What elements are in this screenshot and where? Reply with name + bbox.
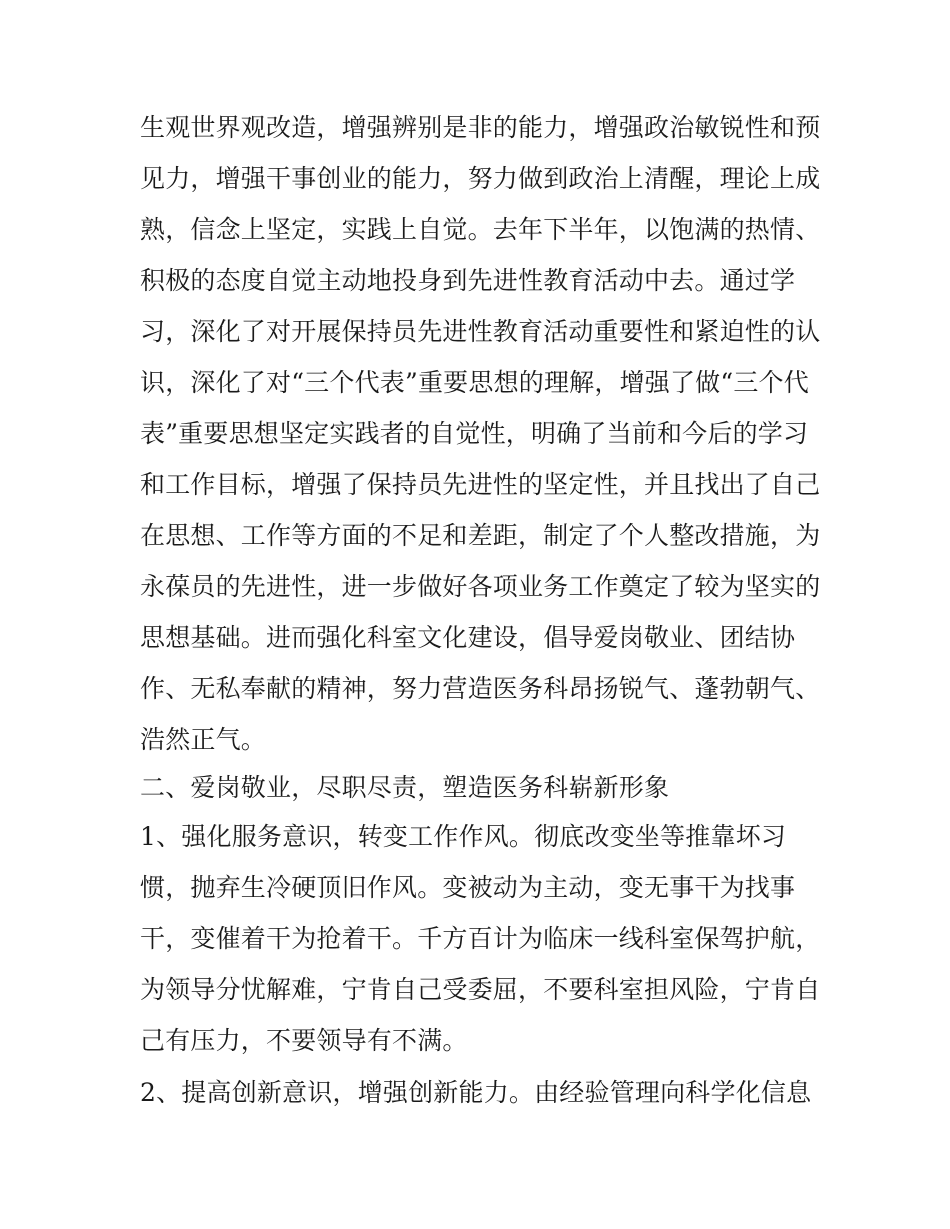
paragraph-line: 永葆员的先进性，进一步做好各项业务工作奠定了较为坚实的 [140,572,821,601]
paragraph-line: 和工作目标，增强了保持员先进性的坚定性，并且找出了自己 [140,470,821,499]
paragraph-line: 见力，增强干事创业的能力，努力做到政治上清醒，理论上成 [140,164,821,193]
paragraph-line: 惯，抛弃生冷硬顶旧作风。变被动为主动，变无事干为找事 [140,873,796,902]
paragraph-line: 浩然正气。 [140,725,267,754]
paragraph-line: 1、强化服务意识，转变工作作风。彻底改变坐等推靠坏习 [140,822,787,851]
paragraph-line: 己有压力，不要领导有不满。 [140,1026,468,1055]
paragraph-line: 2、提高创新意识，增强创新能力。由经验管理向科学化信息 [140,1078,812,1107]
paragraph-line: 干，变催着干为抢着干。千方百计为临床一线科室保驾护航， [140,924,821,953]
paragraph-line: 表”重要思想坚定实践者的自觉性，明确了当前和今后的学习 [140,419,809,448]
section-heading: 二、爱岗敬业，尽职尽责，塑造医务科崭新形象 [140,773,670,802]
paragraph-line: 生观世界观改造，增强辨别是非的能力，增强政治敏锐性和预 [140,113,821,142]
paragraph-line: 思想基础。进而强化科室文化建设，倡导爱岗敬业、团结协 [140,623,796,652]
paragraph-line: 识，深化了对“三个代表”重要思想的理解，增强了做“三个代 [140,368,809,397]
paragraph-line: 为领导分忧解难，宁肯自己受委屈，不要科室担风险，宁肯自 [140,975,821,1004]
paragraph-line: 在思想、工作等方面的不足和差距，制定了个人整改措施，为 [140,521,821,550]
paragraph-line: 熟，信念上坚定，实践上自觉。去年下半年，以饱满的热情、 [140,215,821,244]
paragraph-line: 习，深化了对开展保持员先进性教育活动重要性和紧迫性的认 [140,317,821,346]
paragraph-line: 作、无私奉献的精神，努力营造医务科昂扬锐气、蓬勃朝气、 [140,674,821,703]
paragraph-line: 积极的态度自觉主动地投身到先进性教育活动中去。通过学 [140,266,796,295]
